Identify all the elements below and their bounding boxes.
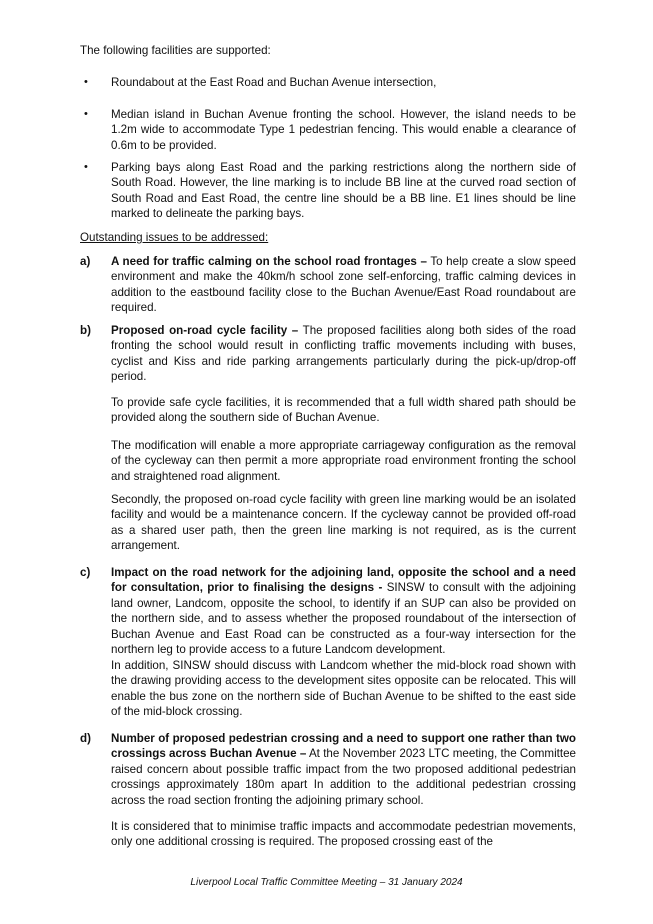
issue-d-paragraph-2: It is considered that to minimise traffic impacts and accommodate pedestrian movements, only one additional crossing is required. The proposed crossing east of the: [111, 820, 576, 849]
issue-d-paragraph: [111, 731, 576, 808]
issue-b-paragraph: [111, 323, 576, 385]
bullet-item-parking-bays: Parking bays along East Road and the parking restrictions along the northern side of South Road. However, the line marking is to include BB line at the curved road section of South Road and East Road, the centre line should be a BB line. E1 lines should be line marked to delineate the parking bays.: [111, 161, 576, 221]
issue-label-d: d): [80, 732, 91, 745]
issue-a-paragraph: [111, 254, 576, 316]
outstanding-issues-heading: Outstanding issues to be addressed:: [80, 231, 269, 244]
issue-b-paragraph-4: Secondly, the proposed on-road cycle facility with green line marking would be an isolated facility and would be a maintenance concern. If the cycleway cannot be provided off-road as a shared user path, then the green line marking is not required, as is the current arrangement.: [111, 493, 576, 553]
issue-c-paragraph: [111, 565, 576, 657]
issue-c-heading: Impact on the road network for the adjoining land, opposite the school and a need for consultation, prior to finalising the designs -: [111, 566, 576, 595]
issue-label-a: a): [80, 255, 91, 268]
issue-label-b: b): [80, 324, 91, 337]
issue-label-c: c): [80, 566, 91, 579]
bullet-marker: •: [84, 161, 88, 173]
issue-b-text: The proposed facilities along both sides of the road fronting the school would result in conflicting traffic movements including with buses, cyclist and Kiss and ride parking arrangements particularly during the pick-up/drop-off period.: [111, 324, 576, 384]
issue-b-heading: Proposed on-road cycle facility –: [111, 324, 299, 337]
issue-a-heading: A need for traffic calming on the school road frontages –: [111, 255, 427, 268]
issue-d-text: At the November 2023 LTC meeting, the Committee raised concern about possible traffic impact from the two proposed additional pedestrian crossings approximately 180m apart In addition to the additional pedestrian crossing across the road section fronting the adjoining primary school.: [111, 747, 576, 807]
bullet-item-roundabout: Roundabout at the East Road and Buchan Avenue intersection,: [111, 76, 437, 89]
page-footer: Liverpool Local Traffic Committee Meeting – 31 January 2024: [190, 877, 463, 888]
intro-text: The following facilities are supported:: [80, 44, 271, 57]
bullet-item-median-island: Median island in Buchan Avenue fronting the school. However, the island needs to be 1.2m wide to accommodate Type 1 pedestrian fencing. This would enable a clearance of 0.6m to be provided.: [111, 108, 576, 152]
issue-b-paragraph-2: To provide safe cycle facilities, it is recommended that a full width shared path should be provided along the southern side of Buchan Avenue.: [111, 396, 576, 425]
issue-a-text: To help create a slow speed environment and make the 40km/h school zone self-enforcing, traffic calming devices in addition to the eastbound facility close to the Buchan Avenue/East Road roundabout are required.: [111, 255, 576, 315]
issue-b-paragraph-3: The modification will enable a more appropriate carriageway configuration as the removal of the cycleway can then permit a more appropriate road environment fronting the school and straightened road alignment.: [111, 439, 576, 483]
bullet-marker: •: [84, 108, 88, 120]
issue-c-paragraph-2: In addition, SINSW should discuss with Landcom whether the mid-block road shown with the drawing providing access to the development sites opposite can be relocated. This will enable the bus zone on the northern side of Buchan Avenue to be shifted to the east side of the mid-block crossing.: [111, 659, 576, 719]
issue-d-heading: Number of proposed pedestrian crossing and a need to support one rather than two crossings across Buchan Avenue –: [111, 732, 576, 761]
issue-c-text: SINSW to consult with the adjoining land owner, Landcom, opposite the school, to identify if an SUP can also be provided on the northern side, and to assess whether the proposed roundabout of the intersection of Buchan Avenue and East Road can be constructed as a four-way intersection for the northern leg to provide access to a future Landcom development.: [111, 581, 576, 657]
bullet-marker: •: [84, 76, 88, 88]
